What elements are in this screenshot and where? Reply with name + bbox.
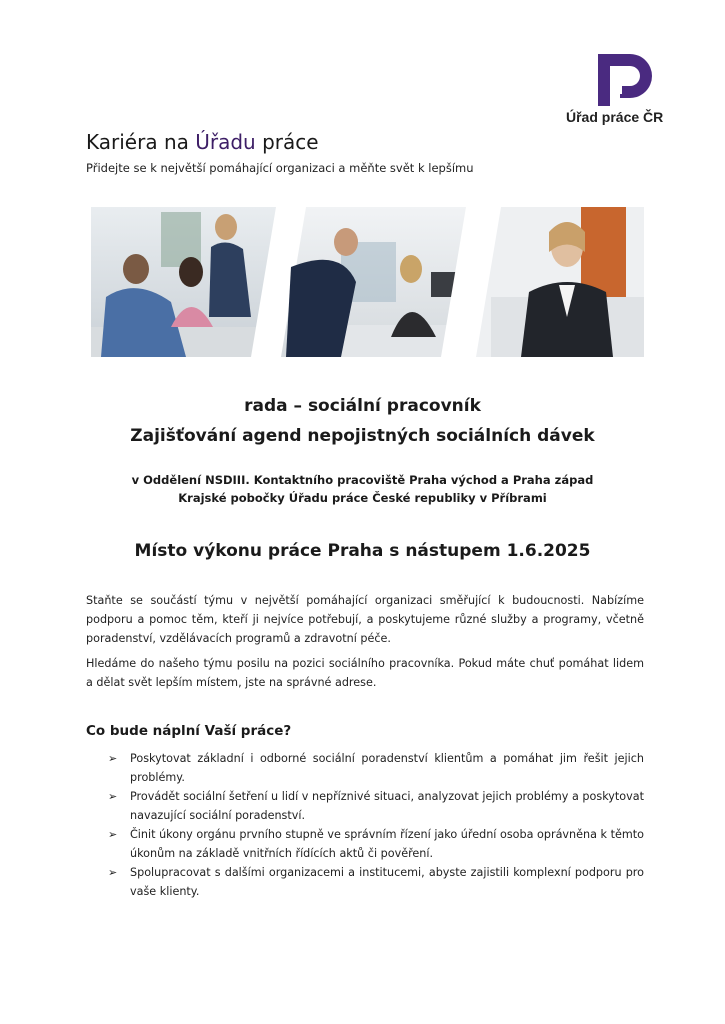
logo-text: Úřad práce ČR (566, 109, 664, 125)
work-place-heading: Místo výkonu práce Praha s nástupem 1.6.2025 (134, 541, 591, 561)
department-line-2: Krajské pobočky Úřadu práce České republiky v Příbrami (178, 491, 547, 505)
office-staff-photo (91, 207, 644, 357)
position-subtitle: Zajišťování agend nepojistných sociálních dávek (130, 426, 595, 446)
list-item-text: Provádět sociální šetření u lidí v nepříznivé situaci, analyzovat jejich problémy a poskytovat navazující sociální poradenství. (130, 790, 644, 822)
position-title: rada – sociální pracovník (244, 396, 481, 416)
list-item (108, 787, 644, 825)
list-item (108, 825, 644, 863)
title-accent: Úřadu (195, 130, 256, 154)
list-item-text: Spolupracovat s dalšími organizacemi a institucemi, abyste zajistili komplexní podporu pro vaše klienty. (130, 866, 644, 898)
list-item-text: Činit úkony orgánu prvního stupně ve správním řízení jako úřední osoba oprávněna k těmto úkonům na základě vnitřních řídících aktů či pověření. (130, 828, 644, 860)
section-title: Co bude náplní Vaší práce? (86, 723, 292, 739)
page-subtitle: Přidejte se k největší pomáhající organizaci a měňte svět k lepšímu (86, 161, 474, 175)
arrow-bullet-icon: ➢ (108, 828, 118, 841)
arrow-bullet-icon: ➢ (108, 866, 118, 879)
title-part1: Kariéra na (86, 130, 196, 154)
title-part2: práce (255, 130, 319, 154)
list-item (108, 863, 644, 901)
duties-list (108, 749, 644, 901)
page-title (86, 130, 319, 154)
urad-prace-logo-icon (590, 50, 660, 110)
arrow-bullet-icon: ➢ (108, 790, 118, 803)
list-item (108, 749, 644, 787)
arrow-bullet-icon: ➢ (108, 752, 118, 765)
department-line-1: v Oddělení NSDIII. Kontaktního pracoviště Praha východ a Praha západ (131, 473, 594, 487)
intro-paragraph-1: Staňte se součástí týmu v největší pomáhající organizaci směřující k budoucnosti. Nabízíme podporu a pomoc těm, kteří ji nejvíce potřebují, a poskytujeme různé služby a programy, včetně poradenství, vzdělávacích programů a zdravotní péče. (86, 594, 644, 645)
intro-paragraph-2: Hledáme do našeho týmu posilu na pozici sociálního pracovníka. Pokud máte chuť pomáhat lidem a dělat svět lepším místem, jste na správné adrese. (86, 657, 644, 689)
list-item-text: Poskytovat základní i odborné sociální poradenství klientům a pomáhat jim řešit jejich problémy. (130, 752, 644, 784)
